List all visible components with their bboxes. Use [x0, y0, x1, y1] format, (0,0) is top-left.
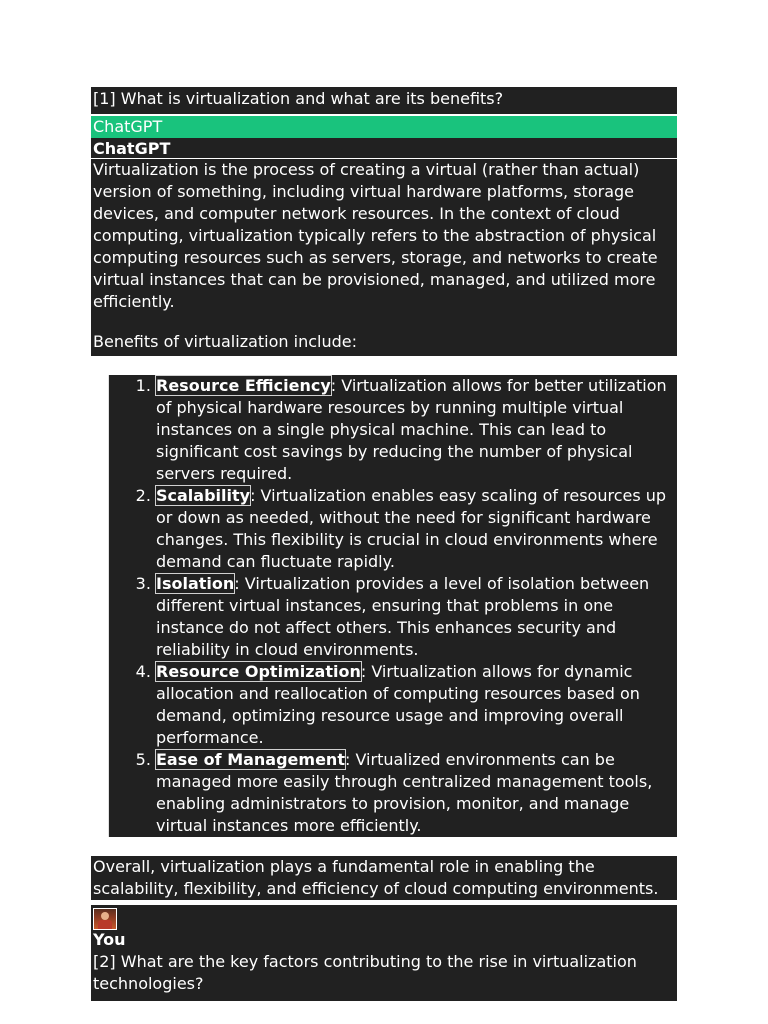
overall-paragraph: Overall, virtualization plays a fundamental role in enabling the scalability, flexibility, and efficiency of cloud computing environments. — [91, 856, 677, 900]
list-gap — [91, 356, 677, 375]
benefit-text: : Virtualized environments can be managed more easily through centralized management tools, enabling administrators to provision, monitor, and manage virtual instances more efficiently. — [156, 750, 653, 835]
benefit-term: Ease of Management — [156, 750, 345, 769]
paragraph-spacer — [91, 313, 677, 331]
user-avatar-row — [91, 905, 677, 929]
benefit-term: Scalability — [156, 486, 251, 505]
benefit-term: Resource Optimization — [156, 662, 361, 681]
benefits-heading: Benefits of virtualization include: — [91, 331, 677, 356]
benefit-text: : Virtualization enables easy scaling of resources up or down as needed, without the need for significant hardware changes. This flexibility is crucial in cloud environments where demand can fluctuate rapidly. — [156, 486, 667, 571]
assistant-author-label: ChatGPT — [91, 138, 677, 159]
list-item — [156, 485, 671, 573]
user-author-label: You — [91, 929, 677, 951]
list-gap — [91, 837, 677, 856]
benefit-text: : Virtualization provides a level of isolation between different virtual instances, ensuring that problems in one instance do not affect others. This enhances security and reliability in cloud environments. — [156, 574, 650, 659]
user-avatar-icon — [93, 908, 117, 930]
benefit-term: Resource Efficiency — [156, 376, 331, 395]
list-item — [156, 749, 671, 837]
benefit-text: : Virtualization allows for better utilization of physical hardware resources by running multiple virtual instances on a single physical machine. This can lead to significant cost savings by reducing the number of physical servers required. — [156, 376, 667, 483]
question-2: [2] What are the key factors contributing to the rise in virtualization technologies? — [91, 951, 677, 1001]
assistant-label-bar: ChatGPT — [91, 116, 677, 138]
list-item — [156, 375, 671, 485]
chat-transcript — [91, 87, 677, 1001]
benefit-term: Isolation — [156, 574, 235, 593]
intro-paragraph: Virtualization is the process of creating a virtual (rather than actual) version of something, including virtual hardware platforms, storage devices, and computer network resources. In the context of cloud computing, virtualization typically refers to the abstraction of physical computing resources such as servers, storage, and networks to create virtual instances that can be provisioned, managed, and utilized more efficiently. — [91, 159, 677, 313]
benefits-list — [109, 375, 677, 837]
benefits-list-container — [108, 375, 677, 837]
list-item — [156, 573, 671, 661]
benefit-text: : Virtualization allows for dynamic allocation and reallocation of computing resources based on demand, optimizing resource usage and improving overall performance. — [156, 662, 640, 747]
list-item — [156, 661, 671, 749]
question-1: [1] What is virtualization and what are its benefits? — [91, 87, 677, 114]
